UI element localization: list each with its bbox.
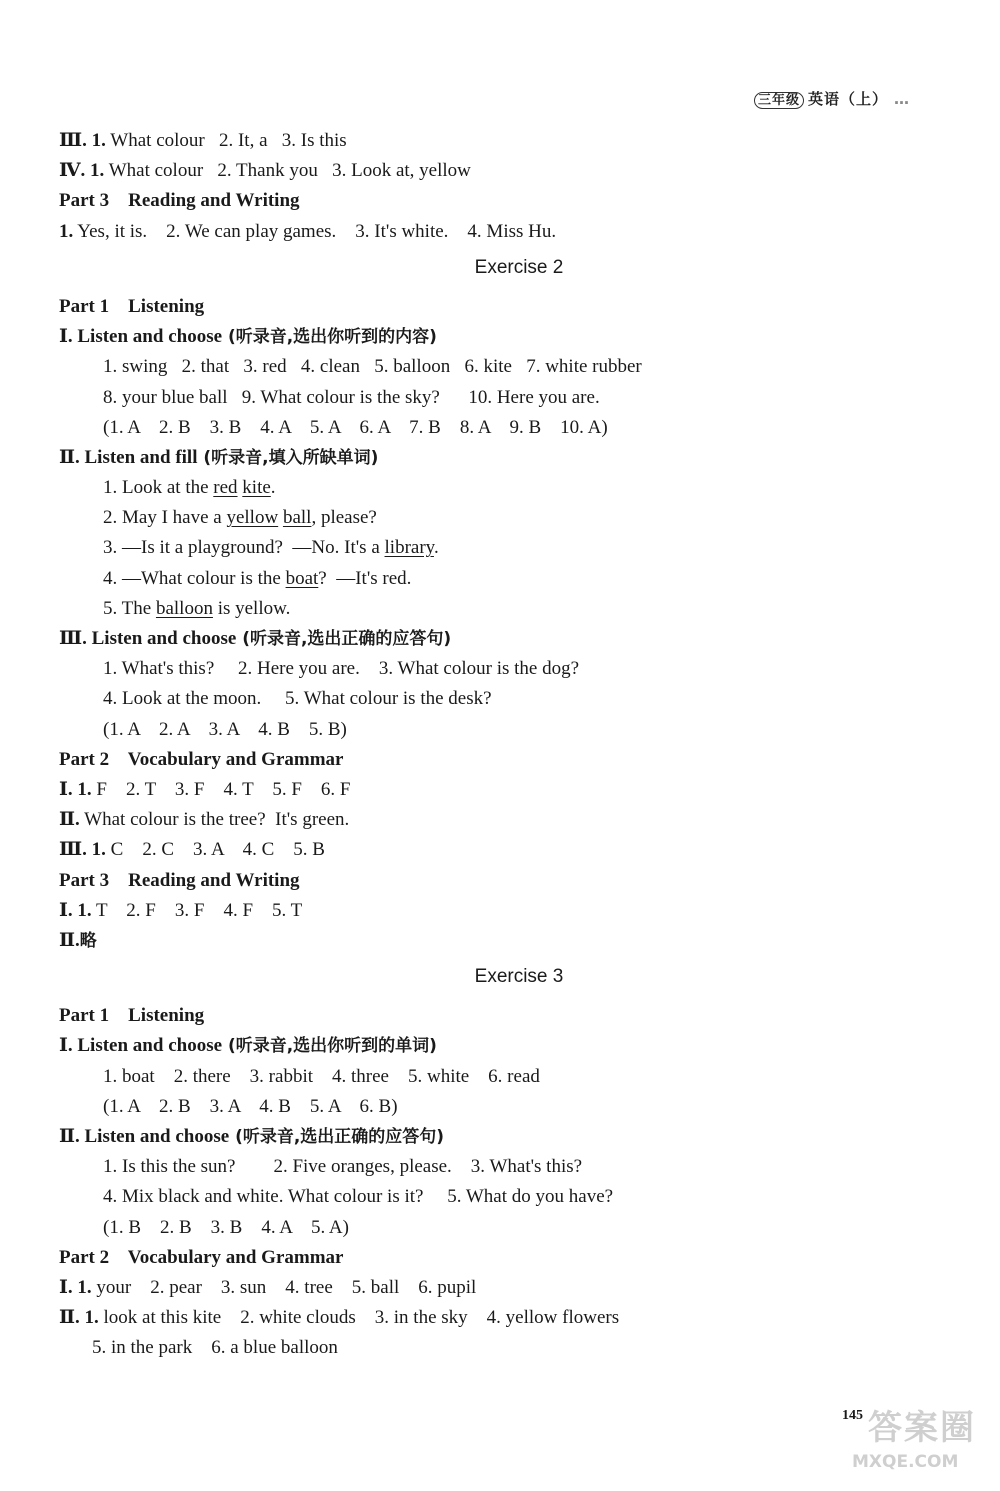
answer-text: look at this kite 2. white clouds 3. in the sky 4. yellow flowers (98, 1307, 620, 1329)
answer-number: Ⅳ. 1. (59, 160, 105, 182)
answer-text: . (270, 477, 276, 499)
header-decoration: … (894, 90, 910, 108)
answer-text: 3. —Is it a playground? —No. It's a (103, 537, 385, 559)
answer-number: Ⅰ. 1. (59, 1276, 92, 1298)
part-heading (59, 1243, 939, 1273)
answer-text: (1. A 2. B 3. B 4. A 5. A 6. A 7. B 8. A 9. B 10. A) (103, 416, 608, 438)
part-heading (59, 292, 939, 322)
answer-text: 1. What's this? 2. Here you are. 3. What colour is the dog? (103, 658, 580, 680)
part-heading (59, 186, 939, 216)
answer-number: Ⅲ. 1. (59, 130, 106, 151)
filled-word: yellow (226, 507, 279, 529)
part-heading-text: Part 3 Reading and Writing (59, 190, 300, 212)
answer-number: Ⅰ. 1. (59, 778, 92, 800)
answer-text: (1. A 2. A 3. A 4. B 5. B) (103, 718, 347, 740)
answer-text: ? —It's red. (318, 567, 412, 589)
answer-line (59, 126, 939, 156)
answer-line (59, 1303, 939, 1333)
watermark-logo: 答案圈 (868, 1408, 976, 1448)
answer-text: F 2. T 3. F 4. T 5. F 6. F (91, 778, 351, 800)
subject-label: 英语（上） (807, 90, 888, 108)
section-heading-note: (听录音,填入所缺单词) (197, 447, 379, 468)
answer-text: 4. Mix black and white. What colour is it? 5. What do you have? (103, 1186, 614, 1208)
fill-answer-line (59, 473, 939, 503)
section-heading-note: (听录音,选出你听到的内容) (222, 327, 437, 348)
answer-line (59, 156, 939, 186)
section-heading (59, 1031, 939, 1061)
section-heading-note: (听录音,选出正确的应答句) (236, 629, 452, 649)
answer-number: Ⅰ. 1. (59, 899, 92, 921)
part-heading-text: Part 1 Listening (59, 1005, 205, 1027)
answer-text: 1. boat 2. there 3. rabbit 4. three 5. white 6. read (103, 1065, 540, 1087)
answer-text: 5. The (103, 597, 156, 619)
answer-line (59, 1213, 939, 1243)
answer-text: What colour 2. Thank you 3. Look at, yellow (104, 160, 471, 182)
section-heading (59, 1122, 939, 1152)
answer-text: . (433, 537, 439, 559)
section-heading-text: Ⅱ. Listen and fill (59, 446, 198, 468)
filled-word: red (213, 477, 238, 499)
filled-word: library (384, 537, 434, 559)
answer-line (59, 1092, 939, 1122)
part-heading (59, 745, 939, 775)
exercise-title: Exercise 3 (474, 966, 564, 988)
section-heading-text: Ⅰ. Listen and choose (59, 326, 223, 348)
answer-text: Yes, it is. 2. We can play games. 3. It's white. 4. Miss Hu. (73, 220, 557, 242)
watermark-url: MXQE.COM (852, 1452, 959, 1472)
answer-text: 1. Look at the (103, 477, 214, 499)
answer-line (59, 805, 939, 835)
answer-line (59, 1152, 939, 1182)
answer-text: What colour is the tree? It's green. (79, 809, 350, 831)
grade-label: 三年级 (754, 92, 804, 109)
answer-text: 1. Is this the sun? 2. Five oranges, please. 3. What's this? (103, 1156, 583, 1178)
answer-line (59, 715, 939, 745)
answer-text: T 2. F 3. F 4. F 5. T (91, 899, 303, 921)
answer-line (59, 835, 939, 865)
part-heading-text: Part 1 Listening (59, 295, 205, 317)
fill-answer-line (59, 503, 939, 533)
section-heading-text: Ⅰ. Listen and choose (59, 1035, 223, 1057)
section-heading-text: Ⅱ. Listen and choose (59, 1126, 230, 1147)
answer-line (59, 684, 939, 714)
fill-answer-line (59, 594, 939, 624)
running-header (754, 88, 910, 109)
answer-text: (1. A 2. B 3. A 4. B 5. A 6. B) (103, 1095, 398, 1117)
fill-answer-line (59, 564, 939, 594)
answer-text: (1. B 2. B 3. B 4. A 5. A) (103, 1216, 349, 1238)
section-heading (59, 624, 939, 654)
answer-line (59, 654, 939, 684)
section-heading (59, 926, 939, 956)
section-heading-note: 略 (79, 930, 97, 951)
answer-line (59, 352, 939, 382)
section-heading-note: (听录音,选出正确的应答句) (229, 1127, 445, 1147)
answer-number: Ⅲ. 1. (59, 839, 106, 861)
filled-word: ball (282, 507, 312, 529)
answer-line (59, 1062, 939, 1092)
answer-number: Ⅱ. 1. (59, 1307, 99, 1329)
answer-key-content (59, 126, 939, 1364)
part-heading-text: Part 2 Vocabulary and Grammar (59, 748, 344, 770)
section-heading-note: (听录音,选出你听到的单词) (222, 1036, 437, 1057)
answer-line (59, 413, 939, 443)
filled-word: balloon (155, 597, 213, 619)
answer-line (59, 1182, 939, 1212)
fill-answer-line (59, 533, 939, 563)
answer-line (59, 1333, 939, 1363)
answer-text: 8. your blue ball 9. What colour is the sky? 10. Here you are. (103, 386, 600, 408)
answer-text: 5. in the park 6. a blue balloon (92, 1337, 338, 1359)
section-heading (59, 322, 939, 352)
exercise-title: Exercise 2 (474, 256, 564, 278)
answer-text: , please? (311, 507, 377, 529)
filled-word: boat (285, 567, 319, 589)
part-heading-text: Part 2 Vocabulary and Grammar (59, 1246, 344, 1268)
answer-number: Ⅱ. (59, 809, 80, 831)
answer-text: is yellow. (212, 597, 291, 619)
answer-text: 4. Look at the moon. 5. What colour is the desk? (103, 688, 492, 710)
answer-text: 2. May I have a (103, 507, 227, 529)
answer-line (59, 775, 939, 805)
filled-word: kite (242, 477, 271, 499)
answer-number: 1. (59, 220, 74, 242)
answer-line (59, 1273, 939, 1303)
answer-line (59, 896, 939, 926)
answer-line (59, 383, 939, 413)
part-heading (59, 1001, 939, 1031)
section-heading-text: Ⅲ. Listen and choose (59, 628, 237, 649)
section-heading (59, 443, 939, 473)
part-heading-text: Part 3 Reading and Writing (59, 869, 300, 891)
answer-text: your 2. pear 3. sun 4. tree 5. ball 6. pupil (91, 1276, 477, 1298)
answer-text: What colour 2. It, a 3. Is this (105, 130, 347, 151)
answer-text: C 2. C 3. A 4. C 5. B (105, 839, 325, 861)
answer-text: 4. —What colour is the (103, 567, 286, 589)
part-heading (59, 866, 939, 896)
page-number: 145 (842, 1408, 863, 1423)
answer-text: 1. swing 2. that 3. red 4. clean 5. balloon 6. kite 7. white rubber (103, 356, 642, 378)
answer-line (59, 217, 939, 247)
section-heading-text: Ⅱ. (59, 929, 80, 951)
